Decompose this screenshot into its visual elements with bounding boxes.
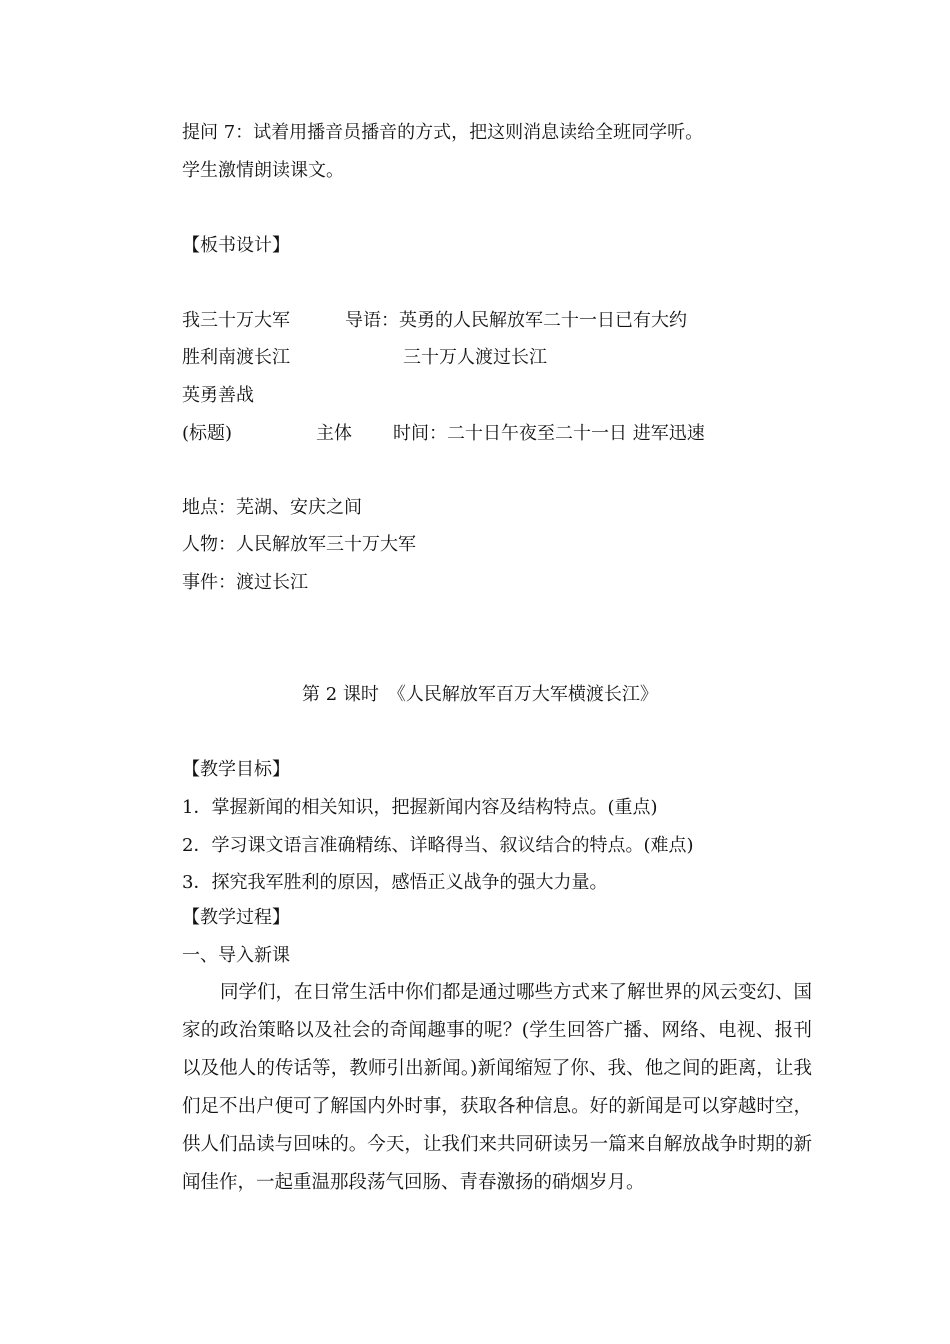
board-title-line-1: 我三十万大军 xyxy=(182,310,290,331)
board-title-line-2: 胜利南渡长江 xyxy=(182,347,290,368)
board-lead-line-2: 三十万人渡过长江 xyxy=(403,347,547,368)
teaching-goal-1: 1．掌握新闻的相关知识，把握新闻内容及结构特点。(重点) xyxy=(182,797,658,818)
board-body-label: 主体 xyxy=(316,423,352,444)
board-lead-line-1: 导语：英勇的人民解放军二十一日已有大约 xyxy=(345,310,687,331)
board-people: 人物：人民解放军三十万大军 xyxy=(182,534,416,555)
board-title-label: (标题) xyxy=(182,423,233,444)
teaching-goal-3: 3．探究我军胜利的原因，感悟正义战争的强大力量。 xyxy=(182,872,608,893)
intro-paragraph: 同学们，在日常生活中你们都是通过哪些方式来了解世界的风云变幻、国家的政治策略以及社会的奇闻趣事的呢？(学生回答广播、网络、电视、报刊以及他人的传话等，教师引出新闻。)新闻缩短了你、我、他之间的距离，让我们足不出户便可了解国内外时事，获取各种信息。好的新闻是可以穿越时空，供人们品读与回味的。今天，让我们来共同研读另一篇来自解放战争时期的新闻佳作，一起重温那段荡气回肠、青春激扬的硝烟岁月。 xyxy=(182,982,813,1193)
board-event: 事件：渡过长江 xyxy=(182,572,308,593)
teaching-process-heading: 【教学过程】 xyxy=(182,907,290,928)
question-7-answer: 学生激情朗读课文。 xyxy=(182,160,344,181)
teaching-goals-heading: 【教学目标】 xyxy=(182,759,290,780)
lesson-2-title: 第 2 课时 《人民解放军百万大军横渡长江》 xyxy=(302,684,658,705)
board-design-heading: 【板书设计】 xyxy=(182,235,290,256)
board-title-line-3: 英勇善战 xyxy=(182,385,254,406)
board-time: 时间：二十日午夜至二十一日 进军迅速 xyxy=(393,423,705,444)
teaching-goal-2: 2．学习课文语言准确精练、详略得当、叙议结合的特点。(难点) xyxy=(182,835,694,856)
board-place: 地点：芜湖、安庆之间 xyxy=(182,497,362,518)
question-7: 提问 7：试着用播音员播音的方式，把这则消息读给全班同学听。 xyxy=(182,122,704,143)
step-1-heading: 一、导入新课 xyxy=(182,945,290,966)
